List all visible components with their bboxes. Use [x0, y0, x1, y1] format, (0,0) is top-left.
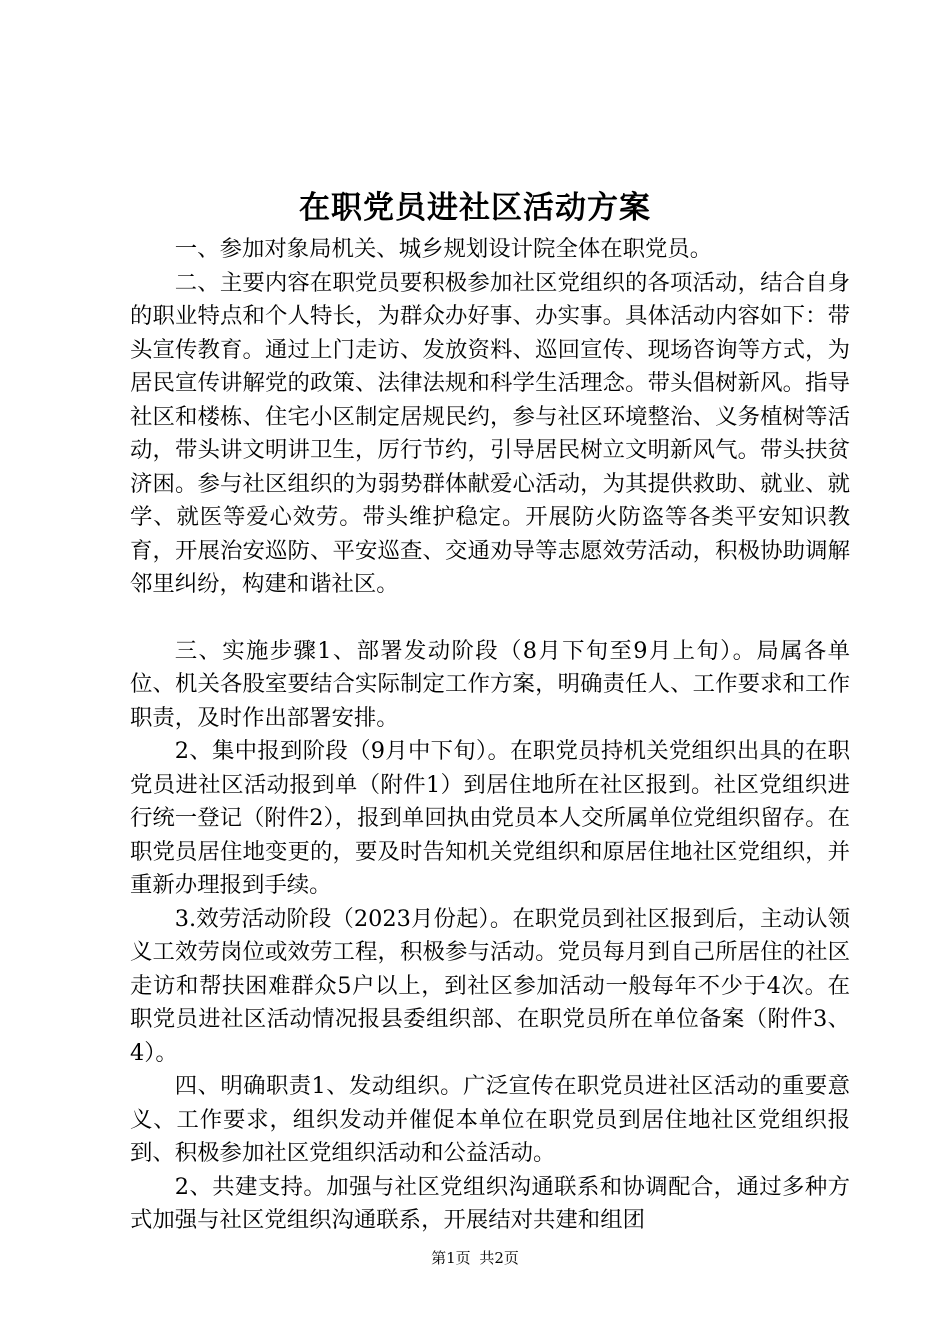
- paragraph-joint-construction: 2、共建支持。加强与社区党组织沟通联系和协调配合，通过多种方式加强与社区党组织沟通联系，开展结对共建和组团: [130, 1173, 850, 1233]
- page-footer: [0, 1248, 950, 1268]
- paragraph-service-stage: 3.效劳活动阶段（2023月份起）。在职党员到社区报到后，主动认领义工效劳岗位或效劳工程，积极参与活动。党员每月到自己所居住的社区走访和帮扶困难群众5户以上，到社区参加活动一般每年不少于4次。在职党员进社区活动情况报县委组织部、在职党员所在单位备案（附件3、4）。: [130, 905, 850, 1066]
- page-total: 共2页: [479, 1249, 519, 1267]
- document-title: 在职党员进社区活动方案: [299, 190, 651, 226]
- paragraph-main-content: 二、主要内容在职党员要积极参加社区党组织的各项活动，结合自身的职业特点和个人特长，为群众办好事、办实事。具体活动内容如下：带头宣传教育。通过上门走访、发放资料、巡回宣传、现场咨询等方式，为居民宣传讲解党的政策、法律法规和科学生活理念。带头倡树新风。指导社区和楼栋、住宅小区制定居规民约，参与社区环境整治、义务植树等活动，带头讲文明讲卫生，厉行节约，引导居民树立文明新风气。带头扶贫济困。参与社区组织的为弱势群体献爱心活动，为其提供救助、就业、就学、就医等爱心效劳。带头维护稳定。开展防火防盗等各类平安知识教育，开展治安巡防、平安巡查、交通劝导等志愿效劳活动，积极协助调解邻里纠纷，构建和谐社区。: [130, 269, 850, 597]
- page-number: 第1页: [431, 1249, 471, 1267]
- paragraph-responsibilities: 四、明确职责1、发动组织。广泛宣传在职党员进社区活动的重要意义、工作要求，组织发动并催促本单位在职党员到居住地社区党组织报到、积极参加社区党组织活动和公益活动。: [130, 1073, 850, 1166]
- paragraph-implementation-steps: 三、实施步骤1、部署发动阶段（8月下旬至9月上旬）。局属各单位、机关各股室要结合实际制定工作方案，明确责任人、工作要求和工作职责，及时作出部署安排。: [130, 637, 850, 731]
- document-body: [130, 233, 850, 1238]
- paragraph-registration-stage: 2、集中报到阶段（9月中下旬）。在职党员持机关党组织出具的在职党员进社区活动报到单（附件1）到居住地所在社区报到。社区党组织进行统一登记（附件2），报到单回执由党员本人交所属单位党组织留存。在职党员居住地变更的，要及时告知机关党组织和原居住地社区党组织，并重新办理报到手续。: [130, 738, 850, 898]
- paragraph-participants: 一、参加对象局机关、城乡规划设计院全体在职党员。: [174, 236, 713, 262]
